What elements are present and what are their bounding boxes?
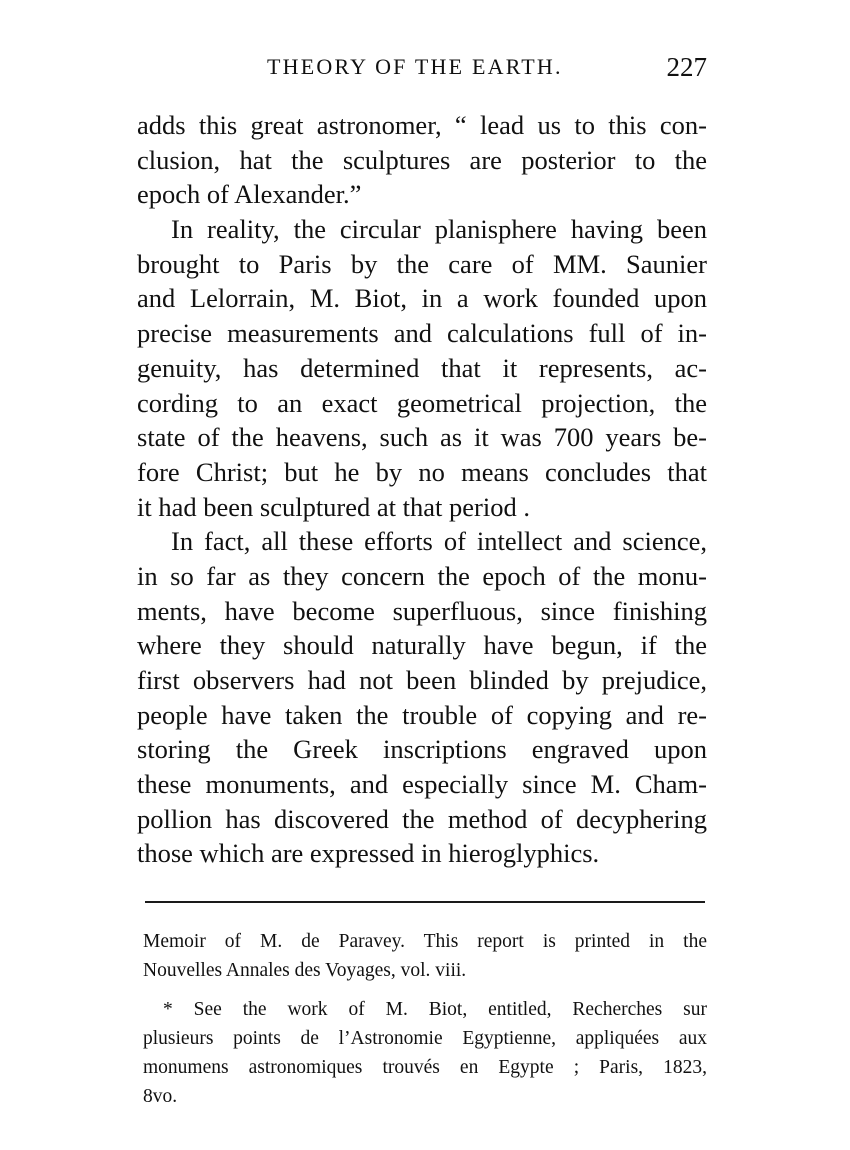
text-line: where they should naturally have begun, if the — [137, 630, 707, 661]
footnote-line: plusieurs points de l’Astronomie Egyptienne, appliquées aux — [143, 1028, 707, 1049]
text-line: ments, have become superfluous, since finishing — [137, 595, 707, 626]
text-line: genuity, has determined that it represents, ac- — [137, 352, 707, 383]
text-line: in so far as they concern the epoch of the monu- — [137, 560, 707, 591]
footnote-line: Memoir of M. de Paravey. This report is printed in the — [143, 931, 707, 952]
footnote-rule — [145, 901, 705, 903]
text-line: and Lelorrain, M. Biot, in a work founded upon — [137, 283, 707, 314]
text-line: In fact, all these efforts of intellect and science, — [171, 526, 707, 557]
text-line: clusion, hat the sculptures are posterior to the — [137, 144, 707, 175]
footnote-line: monumens astronomiques trouvés en Egypte ; Paris, 1823, — [143, 1057, 707, 1078]
text-line: In reality, the circular planisphere having been — [171, 214, 707, 245]
text-line: those which are expressed in hieroglyphics. — [137, 838, 600, 869]
text-line: epoch of Alexander.” — [137, 179, 362, 210]
footnote-line: * See the work of M. Biot, entitled, Recherches sur — [163, 999, 707, 1020]
text-line: cording to an exact geometrical projection, the — [137, 387, 707, 418]
text-line: precise measurements and calculations full of in- — [137, 318, 707, 349]
text-line: first observers had not been blinded by prejudice, — [137, 665, 707, 695]
text-line: people have taken the trouble of copying and re- — [137, 699, 707, 730]
text-line: adds this great astronomer, “ lead us to this con- — [137, 110, 707, 140]
footnote-line: 8vo. — [143, 1086, 178, 1107]
text-line: state of the heavens, such as it was 700 years be- — [137, 422, 707, 453]
text-line: brought to Paris by the care of MM. Saunier — [137, 248, 707, 279]
text-line: storing the Greek inscriptions engraved upon — [137, 734, 707, 765]
page-number: 227 — [666, 52, 707, 82]
text-line: pollion has discovered the method of decyphering — [137, 803, 707, 834]
running-head — [137, 50, 707, 84]
running-title: THEORY OF THE EARTH. — [267, 54, 563, 79]
body-text — [137, 108, 707, 871]
text-line: it had been sculptured at that period . — [137, 491, 530, 522]
footnote-1 — [143, 927, 707, 985]
footnotes — [143, 927, 707, 1111]
text-line: fore Christ; but he by no means concludes that — [137, 456, 707, 487]
footnote-2 — [143, 995, 707, 1111]
text-line: these monuments, and especially since M. Cham- — [137, 769, 707, 800]
footnote-line: Nouvelles Annales des Voyages, vol. viii. — [143, 960, 467, 981]
